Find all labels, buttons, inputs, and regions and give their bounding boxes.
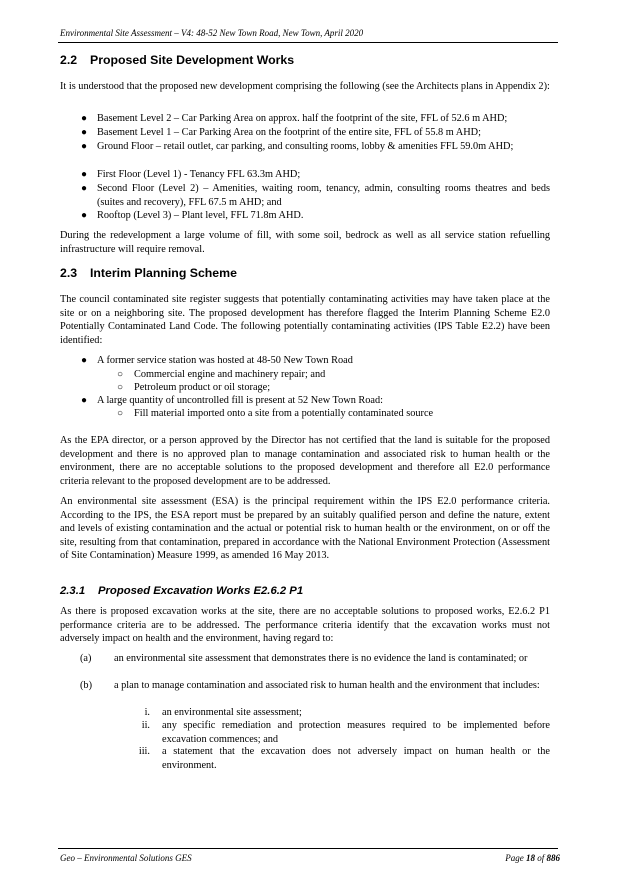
paragraph: An environmental site assessment (ESA) is the principal requirement within the IPS E2.0 performance criteria. According to the IPS, the ESA report must be prepared by an suitably qualified person and define the nature, extent and levels of existing contamination and the actual or potential risk to human health or the environment, on or off the site, resulting from that contamination, prepared in accordance with the National Environment Protection (Assessment of Site Contamination) Measure 1999, as amended 16 May 2013. (60, 496, 550, 561)
page-number: Page 18 of 886 (505, 853, 560, 863)
list-item: ● Basement Level 2 – Car Parking Area on approx. half the footprint of the site, FFL of 52.6 m AHD; (80, 113, 508, 124)
bullet-icon: ● (80, 183, 88, 194)
page-header: Environmental Site Assessment – V4: 48-52 New Town Road, New Town, April 2020 (60, 28, 364, 38)
sub-list-item: ○ Petroleum product or oil storage; (116, 382, 271, 393)
list-marker: (a) (80, 653, 92, 664)
list-marker: i. (144, 707, 150, 718)
bullet-icon: ● (80, 141, 88, 152)
header-rule (58, 42, 558, 43)
list-item: ● Second Floor (Level 2) – Amenities, waiting room, tenancy, admin, consulting rooms theatres and beds (suites and recovery), FFL 67.5 m AHD; and (80, 183, 550, 208)
bullet-icon: ● (80, 113, 88, 124)
circle-bullet-icon: ○ (116, 382, 124, 393)
list-marker: iii. (138, 746, 150, 757)
section-title: Proposed Site Development Works (90, 53, 295, 67)
paragraph: As there is proposed excavation works at the site, there are no acceptable solutions to proposed works, E2.6.2 P1 performance criteria are to be addressed. The performance criteria identify that the excavation works must not adversely impact on health and the environment, having regard to: (60, 606, 550, 644)
section-2-2-heading (60, 53, 294, 67)
paragraph: The council contaminated site register suggests that potentially contaminating activities may have taken place at the site or on a neighboring site. The proposed development has therefore flagged the Interim Planning Scheme E2.0 Potentially Contaminated Land Code. The following potentially contaminating activities (IPS Table E2.2) have been identified: (60, 294, 550, 346)
sub-list-item: ○ Commercial engine and machinery repair; and (116, 369, 326, 380)
bullet-icon: ● (80, 210, 88, 221)
list-item: ● A former service station was hosted at 48-50 New Town Road (80, 355, 353, 366)
section-number: 2.3 (60, 266, 78, 280)
list-item: ● Basement Level 1 – Car Parking Area on the footprint of the entire site, FFL of 55.8 m AHD; (80, 127, 481, 138)
section-number: 2.2 (60, 53, 78, 67)
list-item: ● A large quantity of uncontrolled fill is present at 52 New Town Road: (80, 395, 384, 406)
paragraph: As the EPA director, or a person approved by the Director has not certified that the land is suitable for the proposed development and there is no approved plan to manage contamination and associated risk to human health or the environment, there are no acceptable solutions to the proposed development and therefore all E2.0 performance criteria relevant to the proposed development are to be addressed. (60, 435, 550, 487)
list-item: ● Ground Floor – retail outlet, car parking, and consulting rooms, lobby & amenities FFL 59.0m AHD; (80, 141, 514, 152)
section-title: Proposed Excavation Works E2.6.2 P1 (98, 585, 304, 597)
circle-bullet-icon: ○ (116, 408, 124, 419)
sub-list-item: ○ Fill material imported onto a site from a potentially contaminated source (116, 408, 434, 419)
list-item: (a) an environmental site assessment that demonstrates there is no evidence the land is contaminated; or (80, 653, 528, 664)
sub-list-item: i. an environmental site assessment; (132, 706, 550, 720)
footer-left: Geo – Environmental Solutions GES (60, 853, 192, 863)
section-2-3-heading (60, 266, 237, 280)
sub-list-item: ii. any specific remediation and protection measures required to be implemented before excavation commences; and (132, 719, 550, 746)
footer-rule (58, 848, 558, 849)
list-marker: ii. (141, 720, 150, 731)
bullet-icon: ● (80, 127, 88, 138)
paragraph: During the redevelopment a large volume of fill, with some soil, bedrock as well as all service station refuelling infrastructure will require removal. (60, 230, 550, 255)
bullet-icon: ● (80, 395, 88, 406)
list-item: ● First Floor (Level 1) - Tenancy FFL 63.3m AHD; (80, 169, 301, 180)
list-marker: (b) (80, 680, 93, 691)
section-number: 2.3.1 (60, 585, 86, 597)
section-2-3-1-heading (60, 585, 303, 597)
list-item: (b) a plan to manage contamination and associated risk to human health and the environment that includes: (80, 680, 540, 691)
circle-bullet-icon: ○ (116, 369, 124, 380)
paragraph: It is understood that the proposed new development comprising the following (see the Architects plans in Appendix 2): (60, 81, 550, 92)
list-item: ● Rooftop (Level 3) – Plant level, FFL 71.8m AHD. (80, 210, 304, 221)
sub-list-item: iii. a statement that the excavation does not adversely impact on human health or the environment. (132, 745, 550, 772)
section-title: Interim Planning Scheme (90, 266, 237, 280)
bullet-icon: ● (80, 355, 88, 366)
bullet-icon: ● (80, 169, 88, 180)
